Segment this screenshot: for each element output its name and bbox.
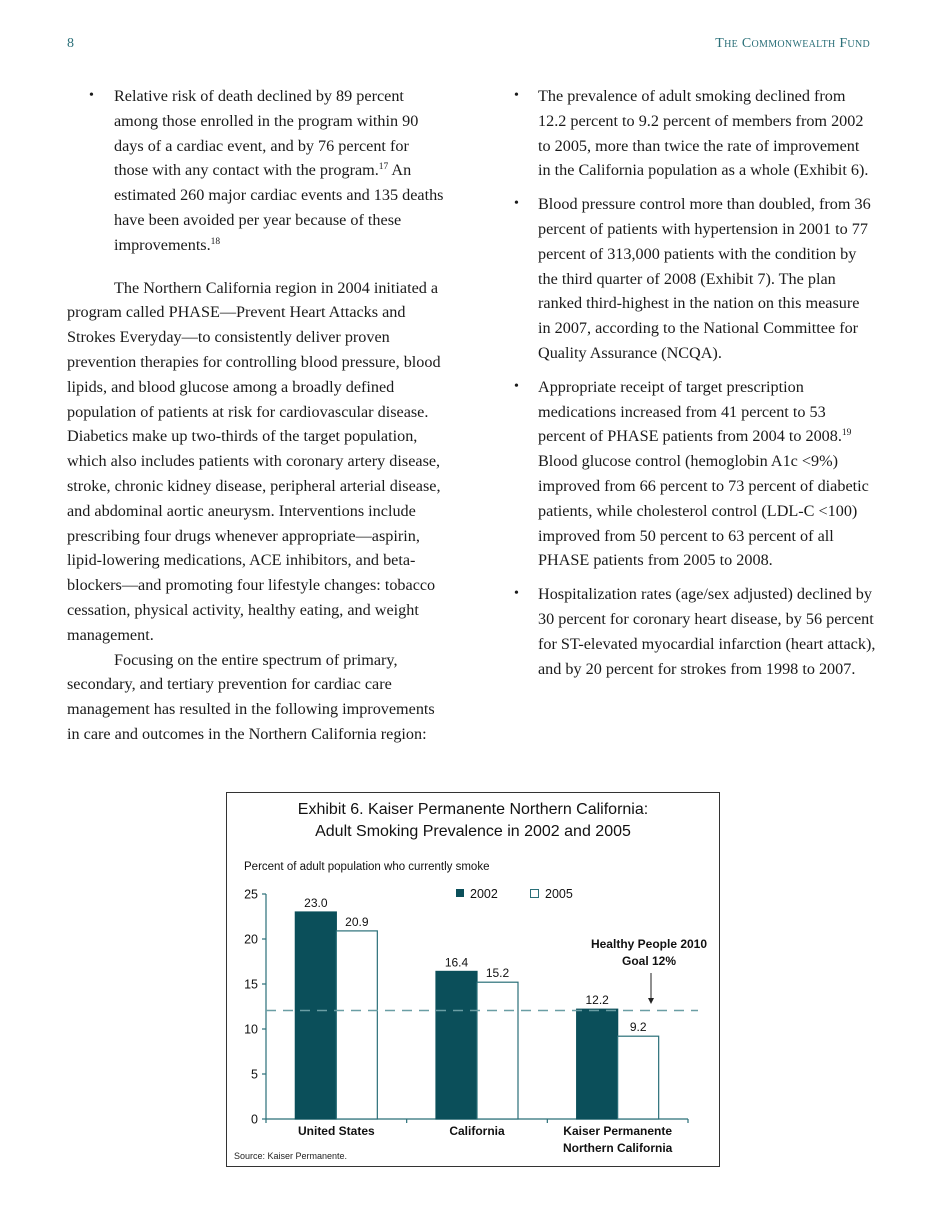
x-category-label: Northern California [562, 1141, 673, 1155]
chart-title: Exhibit 6. Kaiser Permanente Northern California: Adult Smoking Prevalence in 2002 and 2005 [297, 801, 649, 840]
bar-2005 [336, 931, 377, 1119]
bar-2002 [577, 1009, 618, 1119]
bullet-item: • Hospitalization rates (age/sex adjusted) declined by 30 percent for coronary heart disease, by 56 percent for ST-elevated myocardial infarction (heart attack), and by 20 percent for strokes from 1998 to 2007. [514, 582, 876, 681]
bar-2002 [295, 912, 336, 1119]
y-tick-label: 5 [251, 1067, 258, 1082]
x-category-label: United States [297, 1124, 375, 1138]
y-tick-label: 25 [244, 887, 258, 902]
bar-2005 [618, 1036, 659, 1119]
bar-value-label: 20.9 [345, 914, 369, 929]
footnote-ref: 18 [210, 236, 221, 247]
exhibit-6-chart [226, 792, 720, 1167]
bar-value-label: 23.0 [304, 896, 328, 910]
y-tick-label: 20 [244, 932, 258, 947]
x-category-label: Kaiser Permanente [563, 1124, 673, 1138]
arrow-head-icon [648, 998, 654, 1004]
bullet-item: • The prevalence of adult smoking declined from 12.2 percent to 9.2 percent of members from 2002 to 2005, more than twice the rate of improvement in the California population as a whole (Exhibit 6). [514, 84, 876, 183]
left-column [67, 84, 447, 747]
bar-chart-plot [227, 793, 721, 1168]
goal-annotation: Goal 12% [621, 954, 677, 968]
bar-value-label: 12.2 [585, 993, 609, 1008]
goal-annotation: Healthy People 2010 [590, 937, 708, 951]
footnote-ref: 19 [841, 428, 852, 439]
x-category-label: California [449, 1124, 505, 1138]
y-tick-label: 0 [251, 1112, 258, 1127]
bar-value-label: 15.2 [485, 966, 510, 981]
body-paragraph: Focusing on the entire spectrum of primary, secondary, and tertiary prevention for cardiac care management has resulted in the following improvements in care and outcomes in the Northern California region: [67, 650, 435, 743]
bullet-item: • Appropriate receipt of target prescription medications increased from 41 percent to 53 percent of PHASE patients from 2004 to 2008.19 Blood glucose control (hemoglobin A1c <9%) improved from 66 percent to 73 percent of diabetic patients, while cholesterol control (LDL-C <100) improved from 50 percent to 63 percent of all PHASE patients from 2005 to 2008. [514, 375, 876, 573]
legend-label-2005: 2005 [545, 887, 573, 901]
body-paragraph: The Northern California region in 2004 initiated a program called PHASE—Prevent Heart Attacks and Strokes Everyday—to consistently deliver proven prevention therapies for controlling blood pressure, blood lipids, and blood glucose among a broadly defined population of patients at risk for cardiovascular disease. Diabetics make up two-thirds of the target population, which also includes patients with coronary artery disease, stroke, chronic kidney disease, peripheral arterial disease, and abdominal aortic aneurysm. Interventions include prescribing four drugs whenever appropriate—aspirin, lipid-lowering medications, ACE inhibitors, and beta-blockers—and promoting four lifestyle changes: tobacco cessation, physical activity, healthy eating, and weight management. [67, 278, 441, 644]
bar-2005 [477, 982, 518, 1119]
right-bullet-list [514, 84, 876, 681]
footnote-ref: 17 [378, 162, 389, 173]
bullet-item: • Blood pressure control more than doubled, from 36 percent of patients with hypertension in 2001 to 77 percent of 313,000 patients with the condition by the third quarter of 2008 (Exhibit 7). The plan ranked third-highest in the nation on this measure in 2007, according to the National Committee for Quality Assurance (NCQA). [514, 192, 876, 366]
y-tick-label: 10 [244, 1022, 258, 1037]
bullet-item: • Relative risk of death declined by 89 percent among those enrolled in the program within 90 days of a cardiac event, and by 76 percent for those with any contact with the program.$^{17}$ An estimated 260 major cardiac events and 135 deaths have been avoided per year because of these improvements.$^{18}$ [67, 84, 447, 258]
bar-value-label: 16.4 [444, 955, 469, 970]
y-axis-label: Percent of adult population who currently smoke [244, 861, 490, 873]
running-head: The Commonwealth Fund [715, 36, 870, 51]
bar-value-label: 9.2 [629, 1020, 647, 1035]
left-bullet-list [67, 84, 447, 258]
chart-source: Source: Kaiser Permanente. [234, 1151, 348, 1161]
legend-label-2002: 2002 [470, 887, 498, 901]
page-number: 8 [67, 36, 74, 51]
legend-swatch-2002 [456, 889, 464, 897]
y-tick-label: 15 [244, 977, 258, 992]
bar-2002 [436, 971, 477, 1119]
right-column [514, 84, 876, 690]
legend-swatch-2005 [531, 890, 539, 898]
